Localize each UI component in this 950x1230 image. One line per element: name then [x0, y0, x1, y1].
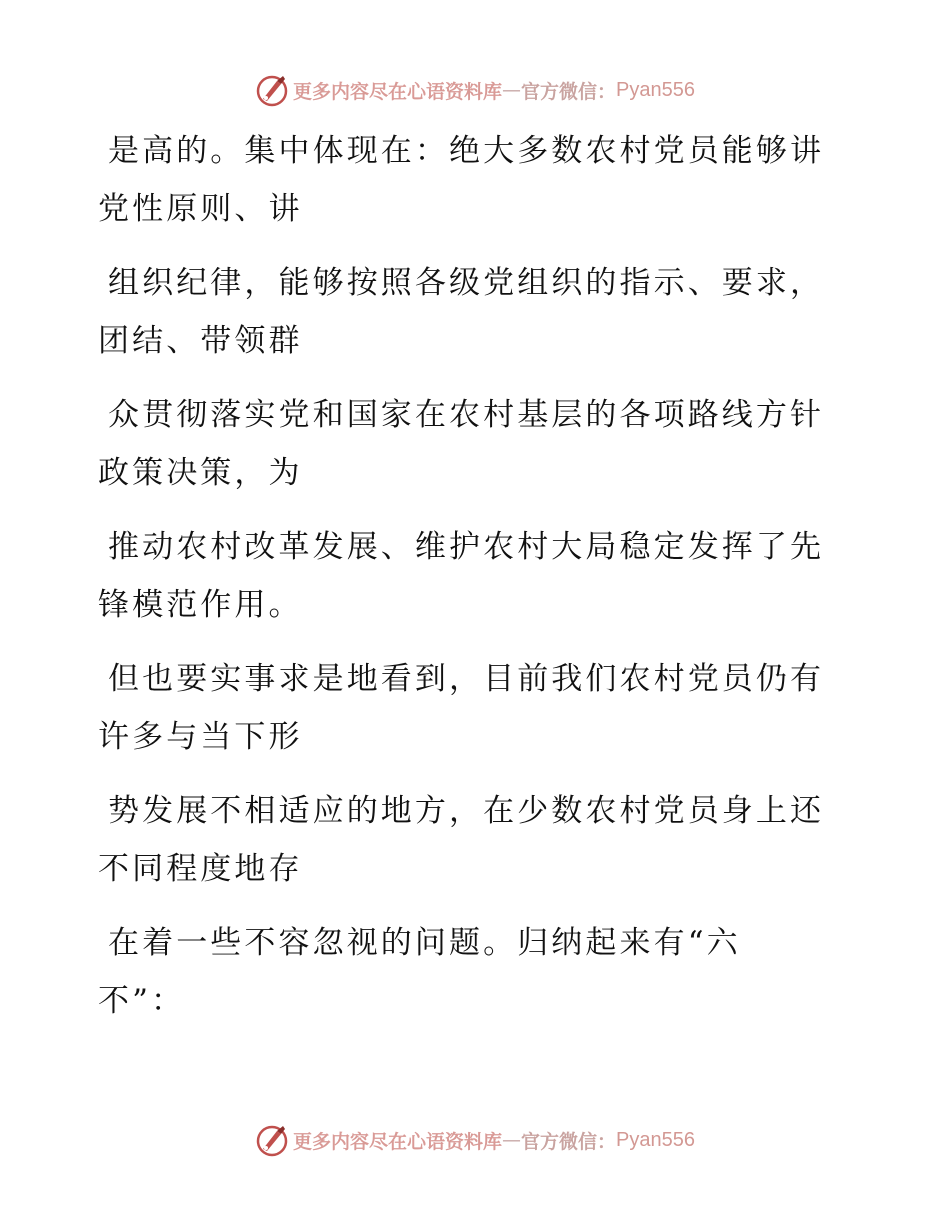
text-line: 是高的。集中体现在：绝大多数农村党员能够讲: [108, 133, 825, 169]
text-line: 推动农村改革发展、维护农村大局稳定发挥了先: [108, 529, 825, 565]
text-line: 势发展不相适应的地方，在少数农村党员身上还: [108, 793, 825, 829]
text-line: 党性原则、讲: [98, 191, 303, 227]
paragraph: [98, 254, 838, 370]
watermark-id: Pyan556: [616, 78, 695, 101]
paragraph: [98, 518, 838, 634]
paragraph: [98, 782, 838, 898]
document-body: [98, 122, 838, 1046]
text-line: 政策决策，为: [98, 455, 303, 491]
text-line: 不同程度地存: [98, 851, 303, 887]
paragraph: [98, 122, 838, 238]
watermark-separator: —: [502, 79, 522, 101]
text-line: 不”：: [98, 983, 186, 1019]
footer-watermark: [0, 1120, 950, 1160]
text-line: 团结、带领群: [98, 323, 303, 359]
watermark-official: 官方微信：: [521, 80, 617, 103]
text-line: 众贯彻落实党和国家在农村基层的各项路线方针: [108, 397, 825, 433]
watermark-brand: 更多内容尽在心语资料库: [293, 1130, 503, 1153]
text-line: 组织纪律，能够按照各级党组织的指示、要求，: [108, 265, 825, 301]
quill-pen-seal-icon: [255, 1123, 289, 1157]
text-line: 在着一些不容忽视的问题。归纳起来有“六: [108, 925, 741, 961]
text-line: 锋模范作用。: [98, 587, 303, 623]
watermark-brand: 更多内容尽在心语资料库: [293, 80, 503, 103]
text-line: 但也要实事求是地看到，目前我们农村党员仍有: [108, 661, 825, 697]
text-line: 许多与当下形: [98, 719, 303, 755]
paragraph: [98, 386, 838, 502]
header-watermark: [0, 70, 950, 110]
paragraph: [98, 650, 838, 766]
watermark-official: 官方微信：: [521, 1130, 617, 1153]
watermark-separator: —: [502, 1129, 522, 1151]
watermark-id: Pyan556: [616, 1128, 695, 1151]
quill-pen-seal-icon: [255, 73, 289, 107]
paragraph: [98, 914, 838, 1030]
